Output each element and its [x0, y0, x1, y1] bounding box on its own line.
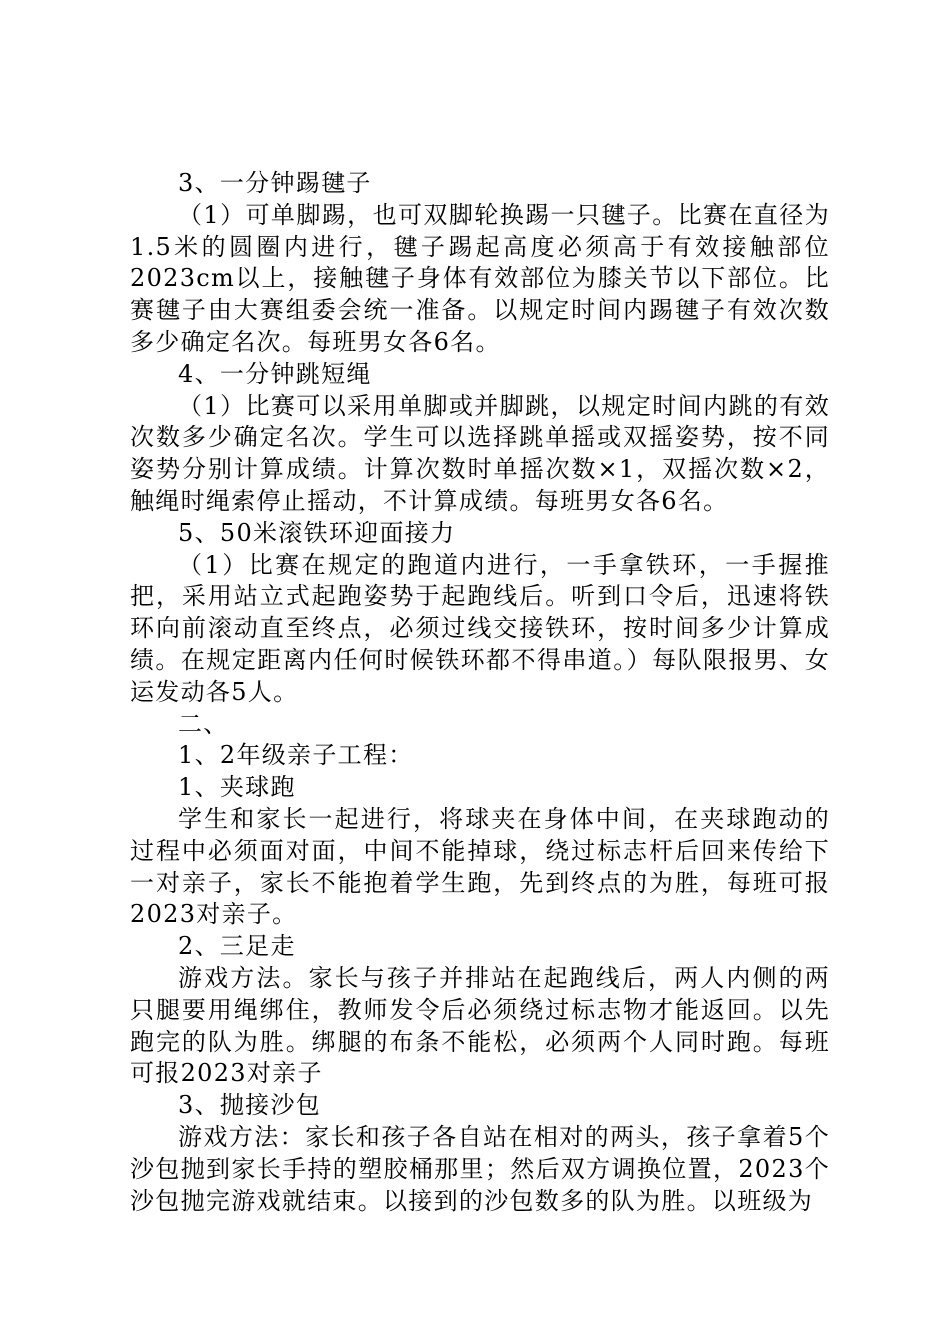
- paragraph-hoop-relay-rules: （1）比赛在规定的跑道内进行，一手拿铁环，一手握推把，采用站立式起跑姿势于起跑线后。听到口令后，迅速将铁环向前滚动直至终点，必须过线交接铁环，按时间多少计算成绩。在规定距离内任何时候铁环都不得串道。）每队限报男、女运发动各5人。: [130, 550, 830, 706]
- paragraph-sandbag-rules: 游戏方法：家长和孩子各自站在相对的两头，孩子拿着5个沙包抛到家长手持的塑胶桶那里；然后双方调换位置，2023个沙包抛完游戏就结束。以接到的沙包数多的队为胜。以班级为: [130, 1122, 830, 1215]
- section-heading-hoop-relay: 5、50米滚铁环迎面接力: [178, 518, 456, 547]
- paragraph-three-legged-rules: 游戏方法。家长与孩子并排站在起跑线后，两人内侧的两只腿要用绳绑住，教师发令后必须绕过标志物才能返回。以先跑完的队为胜。绑腿的布条不能松，必须两个人同时跑。每班可报2023对亲子: [130, 963, 830, 1088]
- paragraph-ball-run-rules: 学生和家长一起进行，将球夹在身体中间，在夹球跑动的过程中必须面对面，中间不能掉球，绕过标志杆后回来传给下一对亲子，家长不能抱着学生跑，先到终点的为胜，每班可报2023对亲子。: [130, 804, 830, 929]
- section-heading-sandbag: 3、抛接沙包: [178, 1091, 322, 1120]
- section-heading-jump-rope: 4、一分钟跳短绳: [178, 359, 372, 388]
- section-heading-parent-child: 1、2年级亲子工程：: [178, 741, 414, 770]
- section-heading-three-legged: 2、三足走: [178, 932, 296, 961]
- paragraph-jump-rope-rules: （1）比赛可以采用单脚或并脚跳，以规定时间内跳的有效次数多少确定名次。学生可以选择跳单摇或双摇姿势，按不同姿势分别计算成绩。计算次数时单摇次数×1，双摇次数×2，触绳时绳索停止摇动，不计算成绩。每班男女各6名。: [130, 391, 830, 515]
- document-body: [130, 168, 830, 1217]
- section-heading-part-two: 二、: [178, 709, 229, 738]
- section-heading-ball-run: 1、夹球跑: [178, 773, 296, 802]
- section-heading-shuttlecock: 3、一分钟踢毽子: [178, 169, 372, 197]
- paragraph-shuttlecock-rules: （1）可单脚踢，也可双脚轮换踢一只毽子。比赛在直径为1.5米的圆圈内进行，毽子踢起高度必须高于有效接触部位2023cm以上，接触毽子身体有效部位为膝关节以下部位。比赛毽子由大赛组委会统一准备。以规定时间内踢毽子有效次数多少确定名次。每班男女各6名。: [130, 200, 830, 356]
